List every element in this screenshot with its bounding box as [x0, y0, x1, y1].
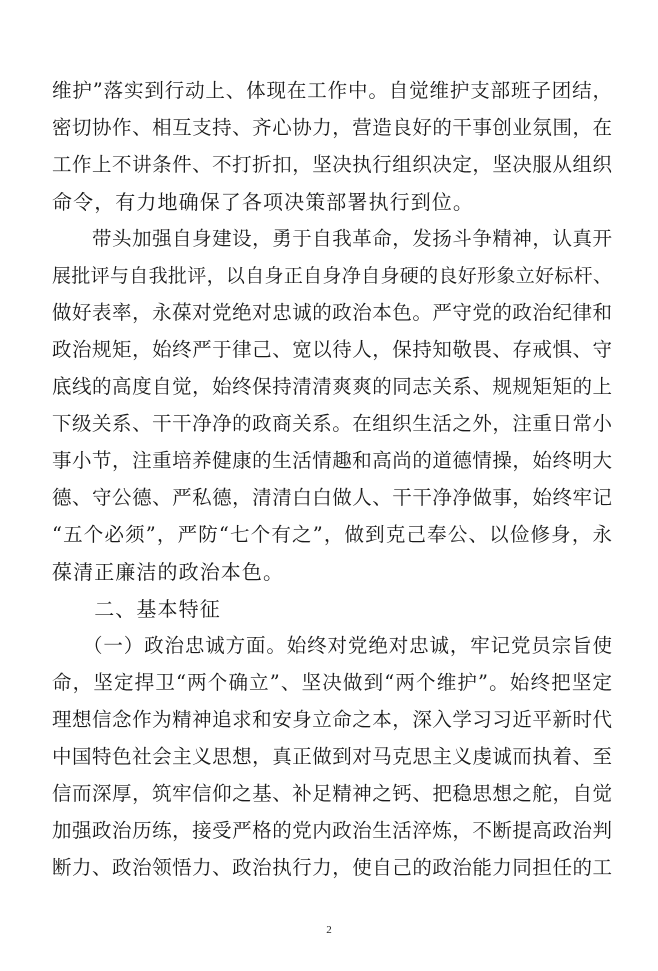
text-line: 命，坚定捍卫“两个确立”、坚决做到“两个维护”。始终把坚定 — [52, 671, 612, 694]
text-line: 断力、政治领悟力、政治执行力，使自己的政治能力同担任的工 — [52, 856, 612, 879]
text-line: 中国特色社会主义思想，真正做到对马克思主义虔诚而执着、至 — [52, 745, 612, 768]
text-line: 展批评与自我批评，以自身正自身净自身硬的良好形象立好标杆、 — [52, 265, 612, 287]
text-line: 维护”落实到行动上、体现在工作中。自觉维护支部班子团结， — [52, 79, 612, 102]
text-line: 做好表率，永葆对党绝对忠诚的政治本色。严守党的政治纪律和 — [52, 301, 612, 324]
text-line: 加强政治历练，接受严格的党内政治生活淬炼，不断提高政治判 — [52, 819, 612, 842]
text-line: 信而深厚，筑牢信仰之基、补足精神之钙、把稳思想之舵，自觉 — [52, 782, 612, 805]
text-line: 葆清正廉洁的政治本色。 — [52, 560, 285, 584]
page-number: 2 — [326, 924, 332, 936]
text-line: 密切协作、相互支持、齐心协力，营造良好的干事创业氛围，在 — [52, 116, 612, 139]
text-line: （一）政治忠诚方面。始终对党绝对忠诚，牢记党员宗旨使 — [52, 634, 612, 657]
text-line: 理想信念作为精神追求和安身立命之本，深入学习习近平新时代 — [52, 708, 612, 731]
text-line: 带头加强自身建设，勇于自我革命，发扬斗争精神，认真开 — [52, 227, 612, 250]
section-heading: 二、基本特征 — [52, 597, 221, 621]
text-line: 下级关系、干干净净的政商关系。在组织生活之外，注重日常小 — [52, 412, 612, 435]
text-line: 政治规矩，始终严于律己、宽以待人，保持知敬畏、存戒惧、守 — [52, 338, 612, 361]
text-line: “五个必须”，严防“七个有之”，做到克己奉公、以俭修身，永 — [52, 523, 612, 546]
text-line: 事小节，注重培养健康的生活情趣和高尚的道德情操，始终明大 — [52, 449, 612, 472]
text-line: 工作上不讲条件、不打折扣，坚决执行组织决定，坚决服从组织 — [52, 153, 612, 176]
text-line: 命令，有力地确保了各项决策部署执行到位。 — [52, 190, 474, 214]
text-line: 底线的高度自觉，始终保持清清爽爽的同志关系、规规矩矩的上 — [52, 375, 612, 398]
text-line: 德、守公德、严私德，清清白白做人、干干净净做事，始终牢记 — [52, 486, 612, 509]
